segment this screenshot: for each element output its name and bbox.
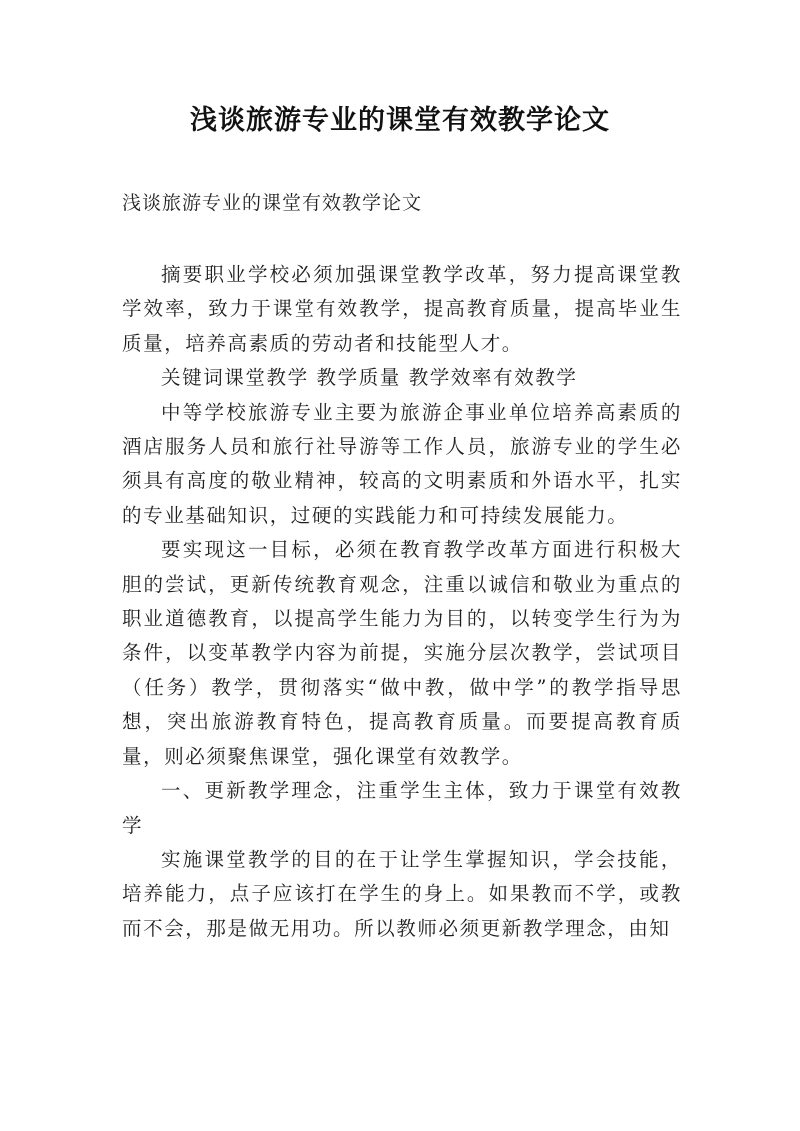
section-heading: 一、更新教学理念，注重学生主体，致力于课堂有效教学 xyxy=(122,779,682,837)
body-paragraph: 中等学校旅游专业主要为旅游企事业单位培养高素质的酒店服务人员和旅行社导游等工作人员，旅游专业的学生必须具有高度的敬业精神，较高的文明素质和外语水平，扎实的专业基础知识，过硬的实践能力和可持续发展能力。 xyxy=(122,400,682,527)
abstract-paragraph: 摘要职业学校必须加强课堂教学改革，努力提高课堂教学效率，致力于课堂有效教学，提高教育质量，提高毕业生质量，培养高素质的劳动者和技能型人才。 xyxy=(122,263,682,355)
document-title: 浅谈旅游专业的课堂有效教学论文 xyxy=(190,105,610,136)
document-subtitle: 浅谈旅游专业的课堂有效教学论文 xyxy=(122,192,423,214)
body-paragraph: 要实现这一目标，必须在教育教学改革方面进行积极大胆的尝试，更新传统教育观念，注重以诚信和敬业为重点的职业道德教育，以提高学生能力为目的，以转变学生行为为条件，以变革教学内容为前提，实施分层次教学，尝试项目（任务）教学，贯彻落实“做中教，做中学”的教学指导思想，突出旅游教育特色，提高教育质量。而要提高教育质量，则必须聚焦课堂，强化课堂有效教学。 xyxy=(122,538,682,768)
body-paragraph: 实施课堂教学的目的在于让学生掌握知识，学会技能，培养能力，点子应该打在学生的身上。如果教而不学，或教而不会，那是做无用功。所以教师必须更新教学理念，由知 xyxy=(122,847,682,940)
document-body xyxy=(122,258,682,946)
keywords-paragraph: 关键词课堂教学 教学质量 教学效率有效教学 xyxy=(161,366,578,390)
